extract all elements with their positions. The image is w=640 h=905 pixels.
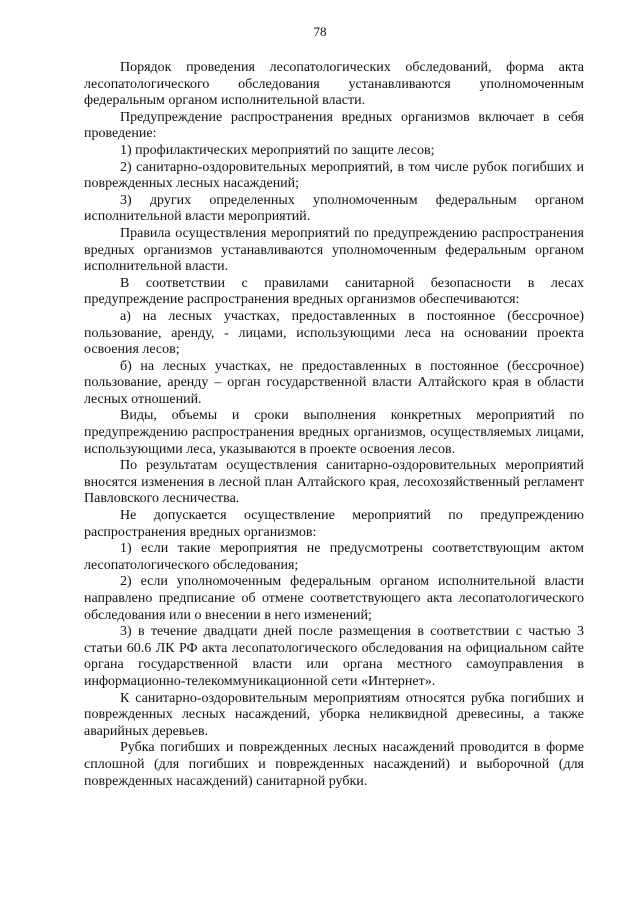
paragraph: Предупреждение распространения вредных организмов включает в себя проведение: xyxy=(84,109,584,142)
paragraph: Порядок проведения лесопатологических обследований, форма акта лесопатологического обследования устанавливаются уполномоченным федеральным органом исполнительной власти. xyxy=(84,60,584,109)
list-item: 2) если уполномоченным федеральным органом исполнительной власти направлено предписание об отмене соответствующего акта лесопатологического обследования или о внесении в него изменений; xyxy=(84,574,584,623)
paragraph: В соответствии с правилами санитарной безопасности в лесах предупреждение распространения вредных организмов обеспечиваются: xyxy=(84,275,584,308)
paragraph: Не допускается осуществление мероприятий по предупреждению распространения вредных организмов: xyxy=(84,508,584,540)
list-item: 1) если такие мероприятия не предусмотрены соответствующим актом лесопатологического обследования; xyxy=(84,541,584,573)
paragraph: К санитарно-оздоровительным мероприятиям относятся рубка погибших и поврежденных лесных насаждений, уборка неликвидной древесины, а также аварийных деревьев. xyxy=(84,690,584,739)
list-item: б) на лесных участках, не предоставленных в постоянное (бессрочное) пользование, аренду – орган государственной власти Алтайского края в области лесных отношений. xyxy=(84,358,584,407)
list-item: 2) санитарно-оздоровительных мероприятий, в том числе рубок погибших и поврежденных лесных насаждений; xyxy=(84,159,584,192)
list-item: а) на лесных участках, предоставленных в постоянное (бессрочное) пользование, аренду, - лицами, использующими леса на основании проекта освоения лесов; xyxy=(84,308,584,358)
list-item: 1) профилактических мероприятий по защите лесов; xyxy=(120,142,435,158)
paragraph: Виды, объемы и сроки выполнения конкретных мероприятий по предупреждению распространения вредных организмов, осуществляемых лицами, использующими леса, указываются в проекте освоения лесов. xyxy=(84,408,584,457)
paragraph: По результатам осуществления санитарно-оздоровительных мероприятий вносятся изменения в лесной план Алтайского края, лесохозяйственный регламент Павловского лесничества. xyxy=(84,458,584,507)
page-number: 78 xyxy=(313,24,327,39)
paragraph: Рубка погибших и поврежденных лесных насаждений проводится в форме сплошной (для погибших и поврежденных насаждений) и выборочной (для поврежденных насаждений) санитарной рубки. xyxy=(84,740,584,789)
list-item: 3) в течение двадцати дней после размещения в соответствии с частью 3 статьи 60.6 ЛК РФ акта лесопатологического обследования на официальном сайте органа государственной власти или органа местного самоуправления в информационно-телекоммуникационной сети «Интернет». xyxy=(84,624,584,689)
paragraph: Правила осуществления мероприятий по предупреждению распространения вредных организмов устанавливаются уполномоченным федеральным органом исполнительной власти. xyxy=(84,225,584,275)
list-item: 3) других определенных уполномоченным федеральным органом исполнительной власти мероприятий. xyxy=(84,192,584,225)
body-text xyxy=(84,60,584,790)
